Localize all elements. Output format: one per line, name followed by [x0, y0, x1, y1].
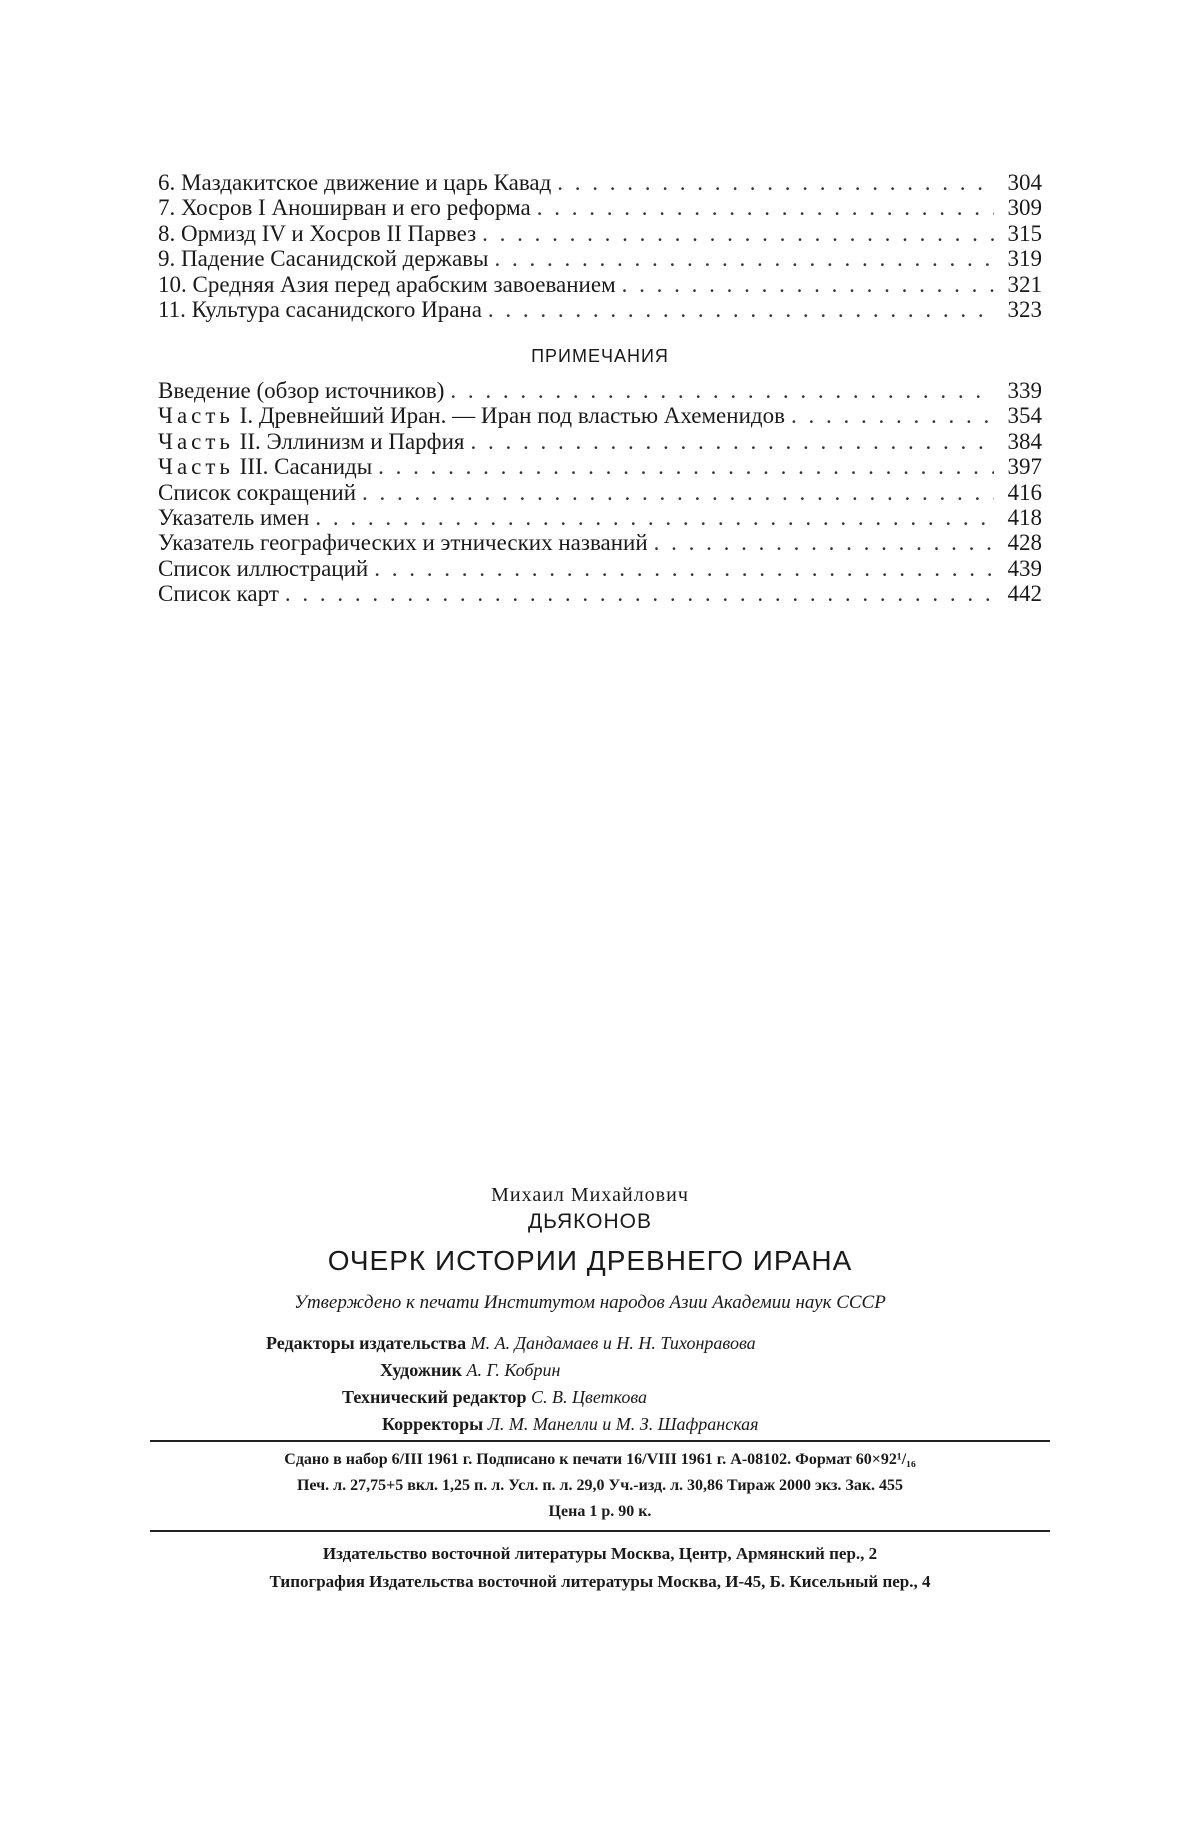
toc-row	[158, 272, 1042, 297]
toc-entry-title: Указатель географических и этнических названий	[158, 530, 648, 556]
toc-entry-title: Указатель имен	[158, 504, 310, 530]
toc-entry-title: 9. Падение Сасанидской державы	[158, 246, 489, 272]
author-surname: ДЬЯКОНОВ	[527, 1210, 653, 1233]
credit-role: Технический редактор	[342, 1387, 532, 1407]
toc-row	[158, 556, 1042, 581]
toc-page-number: 428	[1007, 530, 1042, 556]
printer-line: Типография Издательства восточной литературы Москва, И-45, Б. Кисельный пер., 4	[269, 1572, 931, 1591]
credit-name: М. А. Дандамаев и Н. Н. Тихонравова	[470, 1333, 756, 1353]
dot-leader	[372, 454, 994, 479]
publisher-details	[150, 1540, 1050, 1596]
toc-entry-title: Список карт	[158, 581, 279, 607]
part-prefix: Часть	[158, 454, 234, 480]
toc-row	[158, 378, 1042, 403]
dot-leader	[476, 221, 994, 246]
print-line: Печ. л. 27,75+5 вкл. 1,25 п. л. Усл. п. л. 29,0 Уч.-изд. л. 30,86 Тираж 2000 экз. Зак. 455	[296, 1477, 904, 1494]
dot-leader	[464, 429, 994, 454]
toc-row	[158, 581, 1042, 606]
credit-line	[250, 1330, 970, 1357]
part-prefix: Часть	[158, 403, 234, 429]
toc-row	[158, 505, 1042, 530]
toc-entry-title: 8. Ормизд IV и Хосров II Парвез	[158, 220, 477, 246]
toc-page-number: 418	[1007, 504, 1042, 530]
toc-entry-title	[158, 403, 785, 428]
credit-line	[250, 1384, 970, 1411]
dot-leader	[531, 195, 994, 220]
part-title: II. Эллинизм и Парфия	[233, 428, 465, 454]
toc-entry-title: Введение (обзор источников)	[158, 378, 445, 403]
toc-page-number: 439	[1007, 555, 1042, 581]
toc-row	[158, 454, 1042, 479]
toc-page-number: 321	[1007, 271, 1042, 297]
toc-row	[158, 480, 1042, 505]
dot-leader	[648, 530, 994, 555]
toc-entry-title: 10. Средняя Азия перед арабским завоеванием	[158, 271, 616, 297]
toc-page-number: 442	[1007, 581, 1042, 607]
book-title: ОЧЕРК ИСТОРИИ ДРЕВНЕГО ИРАНА	[327, 1245, 853, 1276]
approval-note: Утверждено к печати Институтом народов Азии Академии наук СССР	[294, 1292, 886, 1313]
divider-rule	[150, 1530, 1050, 1532]
toc-row	[158, 170, 1042, 195]
part-prefix: Часть	[158, 428, 234, 454]
dot-leader	[279, 581, 994, 606]
toc-page-number: 304	[1007, 170, 1042, 195]
print-line: Сдано в набор 6/III 1961 г. Подписано к печати 16/VIII 1961 г. А-08102. Формат 60×92¹/₁₆	[284, 1451, 916, 1468]
dot-leader	[482, 297, 994, 322]
dot-leader	[356, 480, 994, 505]
toc-page-number: 384	[1007, 428, 1042, 454]
dot-leader	[309, 505, 994, 530]
toc-row	[158, 297, 1042, 322]
toc-page-number: 323	[1007, 296, 1042, 322]
toc-entry-title: 11. Культура сасанидского Ирана	[158, 296, 482, 322]
notes-heading: ПРИМЕЧАНИЯ	[531, 346, 669, 366]
dot-leader	[488, 246, 994, 271]
toc-row	[158, 195, 1042, 220]
toc-entry-title	[158, 454, 372, 479]
dot-leader	[785, 403, 994, 428]
part-title: III. Сасаниды	[233, 454, 373, 480]
dot-leader	[368, 556, 994, 581]
contents-chapters	[158, 170, 1042, 322]
toc-entry-title: Список иллюстраций	[158, 555, 369, 581]
toc-entry-title: 6. Маздакитское движение и царь Кавад	[158, 170, 552, 195]
credit-name: А. Г. Кобрин	[466, 1360, 561, 1380]
credit-role: Художник	[380, 1360, 467, 1380]
credit-line	[250, 1357, 970, 1384]
author-name: Михаил Михайлович	[491, 1184, 689, 1206]
print-details	[150, 1447, 1050, 1525]
credit-role: Редакторы издательства	[266, 1333, 471, 1353]
toc-page-number: 319	[1007, 246, 1042, 272]
credit-line	[250, 1411, 970, 1438]
toc-row	[158, 530, 1042, 555]
contents-notes	[158, 378, 1042, 607]
toc-page-number: 309	[1007, 195, 1042, 221]
toc-row	[158, 403, 1042, 428]
toc-row	[158, 246, 1042, 271]
toc-entry-title	[158, 429, 464, 454]
price: Цена 1 р. 90 к.	[548, 1503, 652, 1520]
part-title: I. Древнейший Иран. — Иран под властью Ахеменидов	[233, 403, 785, 429]
toc-entry-title: 7. Хосров I Аноширван и его реформа	[158, 195, 531, 221]
publisher-line: Издательство восточной литературы Москва, Центр, Армянский пер., 2	[322, 1544, 878, 1563]
toc-page-number: 354	[1007, 403, 1042, 429]
toc-entry-title: Список сокращений	[158, 479, 357, 505]
dot-leader	[444, 378, 994, 403]
credit-name: Л. М. Манелли и М. З. Шафранская	[487, 1414, 759, 1434]
toc-row	[158, 429, 1042, 454]
credit-name: С. В. Цветкова	[531, 1387, 648, 1407]
dot-leader	[616, 272, 994, 297]
toc-page-number: 397	[1007, 454, 1042, 480]
toc-row	[158, 221, 1042, 246]
toc-page-number: 416	[1007, 479, 1042, 505]
credit-role: Корректоры	[382, 1414, 488, 1434]
dot-leader	[551, 170, 994, 195]
divider-rule	[150, 1440, 1050, 1442]
credits	[250, 1330, 970, 1438]
toc-page-number: 339	[1007, 378, 1042, 403]
toc-page-number: 315	[1007, 220, 1042, 246]
